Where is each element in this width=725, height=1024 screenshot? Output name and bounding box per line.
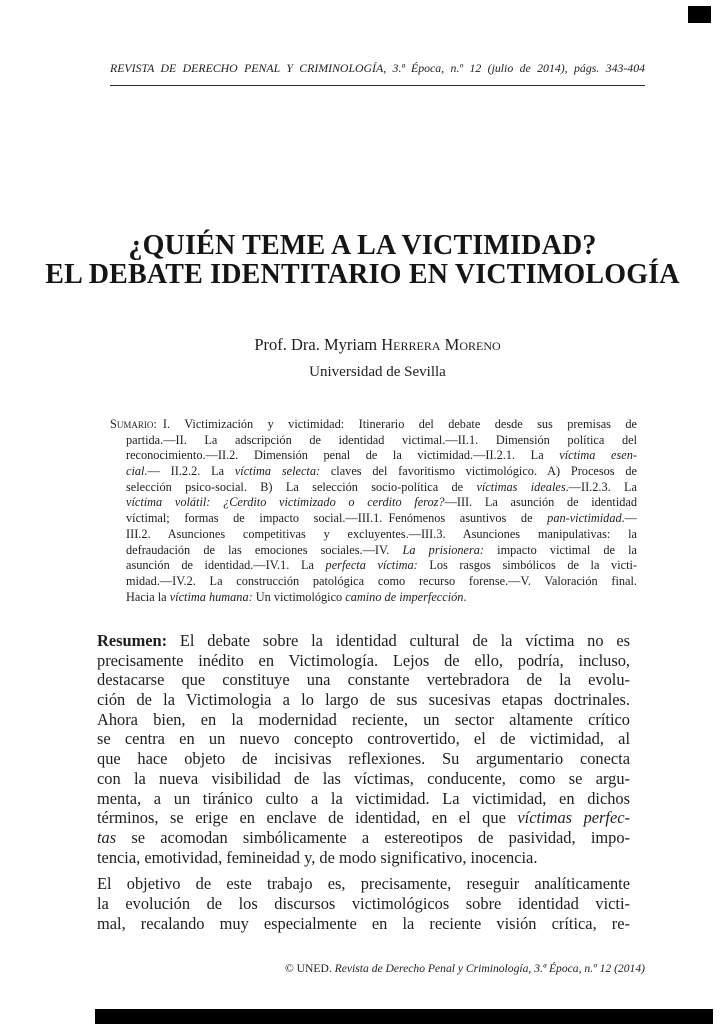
text-segment: menta, a un tiránico culto a la victimidad. La victimidad, en dichos — [97, 788, 630, 808]
text-segment: asunción de identidad.—IV.1. La — [126, 558, 326, 573]
author-name-prefix: Prof. Dra. Myriam — [254, 335, 382, 354]
text-segment: midad.—IV.2. La construcción patológica como recurso forense.—V. Valoración final. — [126, 573, 637, 588]
text-segment: precisamente inédito en Victimología. Lejos de ello, podría, incluso, — [97, 650, 630, 670]
text-segment: Resumen: — [97, 631, 168, 650]
text-segment: .— — [621, 511, 637, 526]
text-segment: víctima selecta: — [234, 464, 321, 479]
text-line — [110, 417, 637, 433]
text-segment: . — [463, 589, 467, 604]
text-segment: con la nueva visibilidad de las víctimas, conducente, como se argu- — [97, 768, 630, 788]
text-line — [110, 448, 637, 464]
text-segment: reconocimiento.—II.2. Dimensión penal de la victimidad.—II.2.1. La — [126, 448, 560, 463]
author-block — [110, 335, 645, 382]
text-line — [110, 558, 637, 574]
text-line — [97, 848, 630, 868]
text-segment: víctimas perfec- — [517, 808, 630, 828]
text-line — [97, 808, 630, 828]
journal-header — [110, 60, 645, 86]
text-segment: .—II.2.3. La — [565, 479, 637, 494]
text-segment: se acomodan simbólicamente a estereotipos de pasividad, impo- — [116, 827, 630, 847]
text-line — [97, 894, 630, 914]
text-segment: términos, se erige en enclave de identidad, en el que — [97, 808, 518, 828]
text-line — [110, 480, 637, 496]
text-line — [110, 590, 637, 606]
text-segment: víctima esen- — [559, 448, 637, 463]
text-segment: se centra en un nuevo concepto controvertido, el de victimidad, al — [97, 729, 630, 749]
text-line — [97, 729, 630, 749]
sumario-block — [110, 417, 637, 605]
author-surname: Herrera Moreno — [381, 335, 501, 354]
text-segment: —III. La asunción de identidad — [444, 495, 637, 510]
text-line — [110, 495, 637, 511]
copyright-footer — [110, 961, 645, 976]
article-title — [0, 231, 725, 289]
text-segment: La prisionera: — [402, 542, 485, 557]
text-segment: tas — [97, 827, 117, 847]
text-segment: defraudación de las emociones sociales.—IV. — [126, 542, 403, 557]
text-segment: víctimal; formas de impacto social.—III.1. Fenómenos asuntivos de — [126, 511, 548, 526]
text-segment: claves del favoritismo victimológico. A) Procesos de — [320, 464, 637, 479]
text-line — [97, 710, 630, 730]
text-line — [97, 651, 630, 671]
text-line — [97, 914, 630, 934]
text-line — [97, 749, 630, 769]
text-segment: víctima humana: — [169, 589, 253, 604]
text-line — [97, 631, 630, 651]
text-line — [97, 690, 630, 710]
text-segment: la evolución de los discursos victimológicos sobre identidad victi- — [97, 893, 630, 913]
text-line — [97, 670, 630, 690]
text-line — [97, 769, 630, 789]
text-segment: — II.2.2. La — [147, 464, 235, 479]
text-segment: tencia, emotividad, femineidad y, de modo significativo, inocencia. — [97, 847, 538, 867]
author-name — [110, 335, 645, 355]
text-line — [97, 828, 630, 848]
text-segment: impacto victimal de la — [484, 542, 637, 557]
text-segment: mal, recalando muy especialmente en la reciente visión crítica, re- — [97, 913, 630, 933]
text-line — [110, 464, 637, 480]
copyright-italic: Revista de Derecho Penal y Criminología, 3.ª Época, n.º 12 (2014) — [334, 962, 645, 975]
text-segment: Hacia la — [126, 589, 170, 604]
text-segment: Sumario: — [110, 417, 157, 431]
text-segment: Ahora bien, en la modernidad reciente, un sector altamente crítico — [97, 709, 630, 729]
text-segment: Los rasgos simbólicos de la victi- — [417, 558, 637, 573]
text-line — [110, 527, 637, 543]
text-segment: que hace objeto de incisivas reflexiones. Su argumentario conecta — [97, 749, 630, 769]
text-line — [97, 789, 630, 809]
text-line — [97, 874, 630, 894]
text-line — [110, 511, 637, 527]
text-segment: selección psico-social. B) La selección socio-política de — [126, 479, 477, 494]
text-segment: III.2. Asunciones competitivas y excluyentes.—III.3. Asunciones manipulativas: la — [126, 526, 637, 541]
article-body — [97, 631, 630, 940]
text-segment: Un victimológico — [252, 589, 346, 604]
text-segment: El objetivo de este trabajo es, precisamente, reseguir analíticamente — [97, 874, 630, 894]
text-segment: cial. — [126, 464, 148, 479]
text-segment: pan-victimidad — [547, 511, 622, 526]
text-segment: camino de imperfección — [345, 589, 464, 604]
scan-artifact-bottom-bar — [95, 1009, 713, 1024]
text-segment: I. Victimización y victimidad: Itinerario del debate desde sus premisas de — [156, 417, 637, 431]
text-segment: víctimas ideales — [476, 479, 566, 494]
text-segment: perfecta víctima: — [325, 558, 418, 573]
text-line — [110, 433, 637, 449]
objective-paragraph — [97, 874, 630, 933]
text-segment: ción de la Victimologia a lo largo de sus sucesivas etapas doctrinales. — [97, 690, 630, 710]
copyright-roman: © UNED. — [284, 962, 335, 975]
text-line — [110, 543, 637, 559]
text-segment: partida.—II. La adscripción de identidad victimal.—II.1. Dimensión política del — [126, 432, 637, 447]
abstract-paragraph — [97, 631, 630, 867]
text-segment: REVISTA DE DERECHO PENAL Y CRIMINOLOGÍA, 3.ª Época, n.º 12 (julio de 2014), págs. 343-404 — [110, 61, 645, 75]
text-line — [110, 60, 645, 78]
article-title-line2: EL DEBATE IDENTITARIO EN VICTIMOLOGÍA — [45, 259, 680, 290]
text-segment: destacarse que constituye una constante vertebradora de la evolu- — [97, 670, 630, 690]
text-segment: víctima volátil: ¿Cerdito victimizado o cerdito feroz? — [126, 495, 445, 510]
text-segment: El debate sobre la identidad cultural de la víctima no es — [167, 631, 630, 650]
scan-artifact-top-right — [688, 6, 711, 23]
text-line — [110, 574, 637, 590]
article-title-line1: ¿QUIÉN TEME A LA VICTIMIDAD? — [128, 230, 597, 261]
author-affiliation: Universidad de Sevilla — [309, 364, 446, 380]
